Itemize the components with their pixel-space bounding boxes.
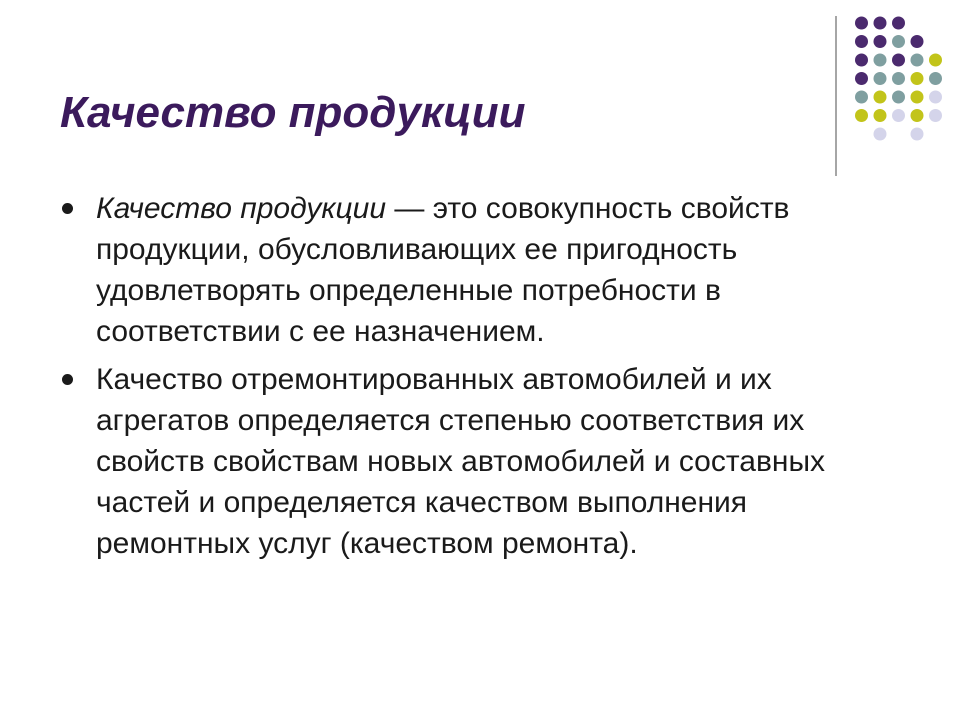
decorative-dot bbox=[892, 54, 905, 67]
decorative-dot bbox=[911, 72, 924, 85]
decorative-dot bbox=[892, 17, 905, 30]
bullet-item bbox=[62, 359, 862, 564]
decorative-dot bbox=[911, 54, 924, 67]
decorative-dot bbox=[911, 109, 924, 122]
decorative-dot bbox=[929, 72, 942, 85]
slide-title: Качество продукции bbox=[60, 88, 526, 137]
decorative-dot bbox=[929, 109, 942, 122]
decorative-dot bbox=[911, 128, 924, 141]
decorative-dot bbox=[855, 109, 868, 122]
bullet-dot-icon bbox=[62, 203, 73, 214]
bullet-text: — это совокупность свойств продукции, обусловливающих ее пригодность удовлетворять определенные потребности в соответствии с ее назначением. bbox=[96, 192, 790, 348]
decorative-dot bbox=[874, 54, 887, 67]
decorative-dot bbox=[855, 91, 868, 104]
bullet-text: Качество отремонтированных автомобилей и их агрегатов определяется степенью соответствия их свойств свойствам новых автомобилей и составных частей и определяется качеством выполнения ремонтных услуг (качеством ремонта). bbox=[96, 363, 826, 560]
bullet-item bbox=[62, 188, 862, 352]
decorative-dot bbox=[892, 72, 905, 85]
decorative-dot bbox=[874, 17, 887, 30]
decorative-dot bbox=[929, 91, 942, 104]
decorative-dot bbox=[874, 109, 887, 122]
decorative-dot bbox=[874, 128, 887, 141]
decorative-dot bbox=[892, 91, 905, 104]
bullet-dot-icon bbox=[62, 374, 73, 385]
decorative-dot bbox=[911, 35, 924, 48]
decorative-dot bbox=[874, 35, 887, 48]
decorative-dot bbox=[892, 35, 905, 48]
decorative-dot bbox=[855, 72, 868, 85]
decorative-dot bbox=[874, 72, 887, 85]
term-definition-label: Качество продукции bbox=[96, 192, 387, 225]
decorative-dot bbox=[911, 91, 924, 104]
decorative-dot bbox=[855, 17, 868, 30]
decorative-dot bbox=[929, 54, 942, 67]
bullet-list bbox=[62, 188, 862, 571]
decorative-dot bbox=[855, 35, 868, 48]
decorative-dot bbox=[874, 91, 887, 104]
decorative-dot bbox=[855, 54, 868, 67]
decorative-dot bbox=[892, 109, 905, 122]
